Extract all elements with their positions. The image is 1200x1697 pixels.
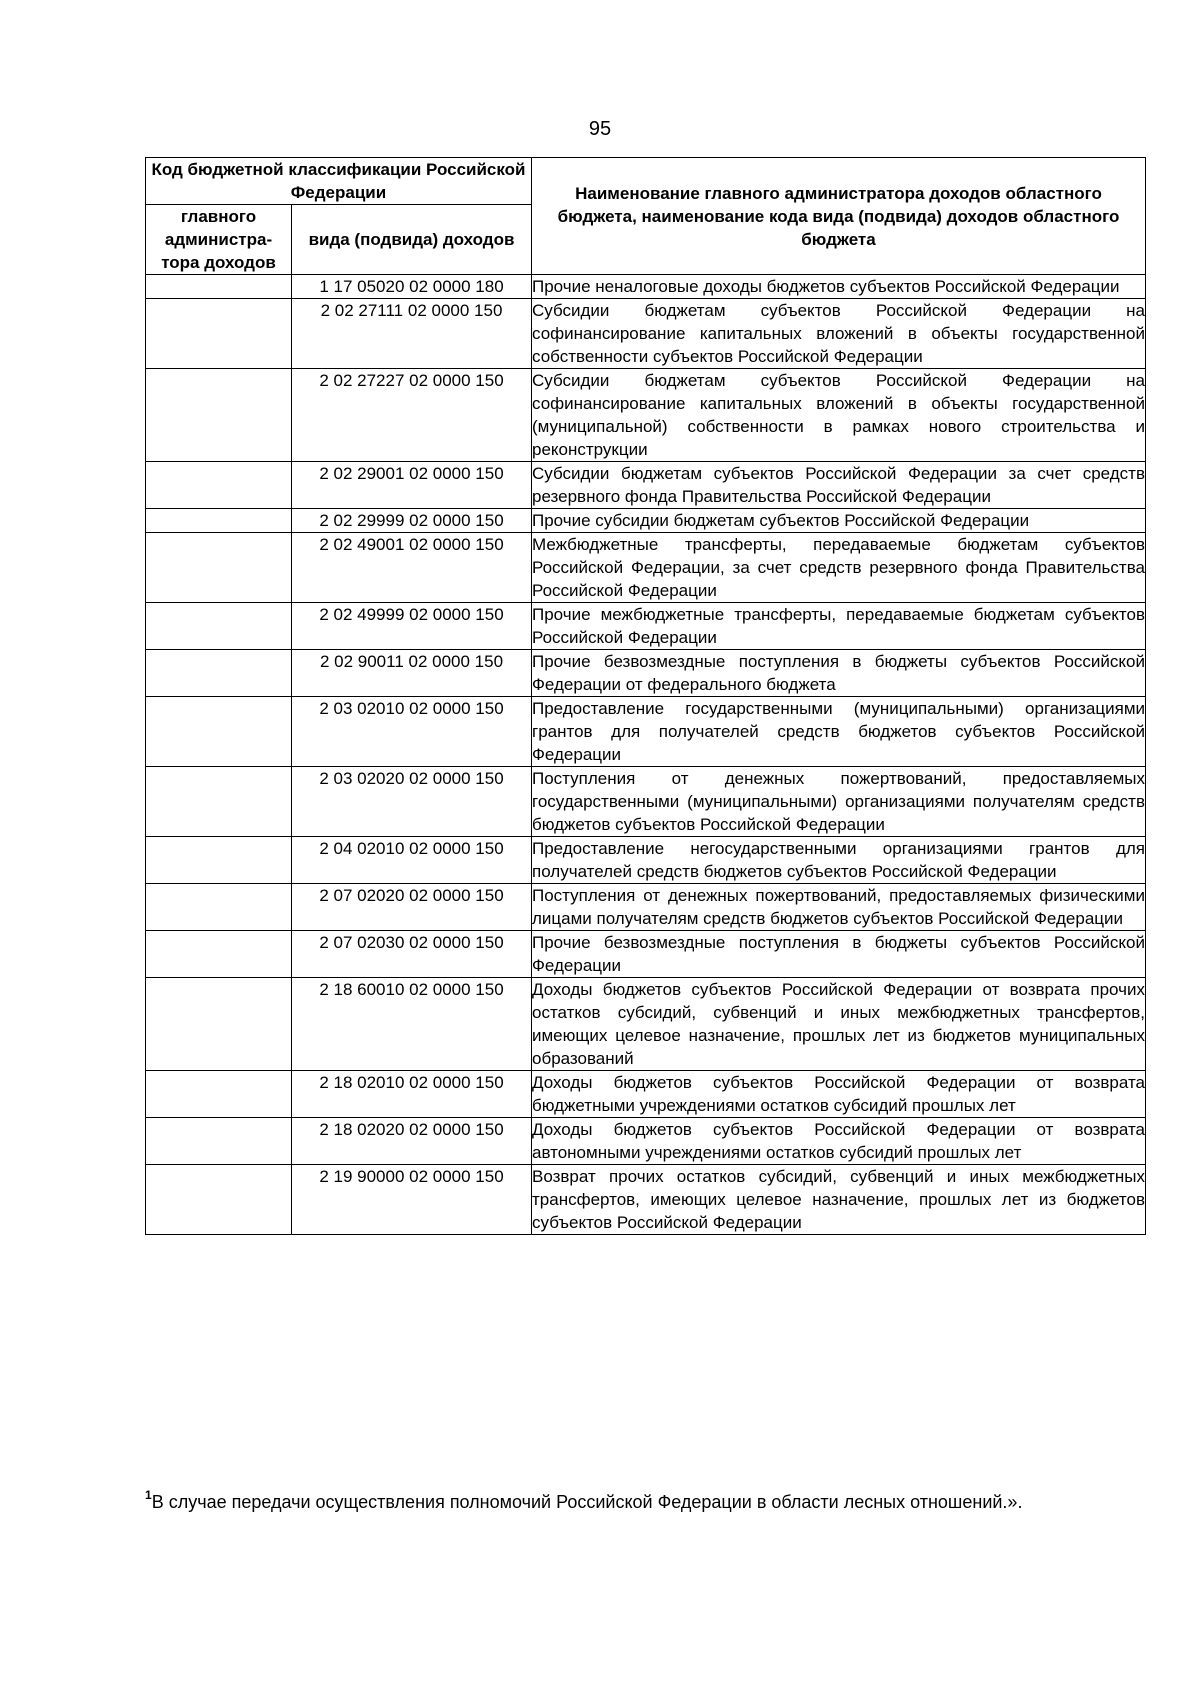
admin-code-cell [146,978,292,1071]
income-name-cell: Доходы бюджетов субъектов Российской Федерации от возврата бюджетными учреждениями остатков субсидий прошлых лет [532,1071,1146,1118]
admin-code-cell [146,1165,292,1235]
income-name-cell: Доходы бюджетов субъектов Российской Федерации от возврата прочих остатков субсидий, субвенций и иных межбюджетных трансфертов, имеющих целевое назначение, прошлых лет из бюджетов муниципальных образований [532,978,1146,1071]
table-row [146,884,1146,931]
admin-code-cell [146,931,292,978]
admin-code-cell [146,884,292,931]
admin-code-cell [146,533,292,603]
table-row [146,1071,1146,1118]
admin-code-cell [146,697,292,767]
table-header [146,158,1146,275]
income-name-cell: Предоставление негосударственными организациями грантов для получателей средств бюджетов субъектов Российской Федерации [532,837,1146,884]
income-code-cell: 2 07 02030 02 0000 150 [292,931,532,978]
admin-code-cell [146,1118,292,1165]
page-number: 95 [588,118,612,140]
income-code-cell: 2 02 27111 02 0000 150 [292,299,532,369]
admin-code-cell [146,1071,292,1118]
income-code-cell: 1 17 05020 02 0000 180 [292,275,532,299]
footnote-text: В случае передачи осуществления полномочий Российской Федерации в области лесных отношений.». [151,1492,1023,1512]
table-row [146,533,1146,603]
admin-code-cell [146,509,292,533]
admin-code-cell [146,369,292,462]
admin-code-cell [146,603,292,650]
table-body [146,275,1146,1235]
income-code-cell: 2 02 90011 02 0000 150 [292,650,532,697]
income-code-cell: 2 02 29999 02 0000 150 [292,509,532,533]
income-code-cell: 2 02 49999 02 0000 150 [292,603,532,650]
income-name-cell: Возврат прочих остатков субсидий, субвенций и иных межбюджетных трансфертов, имеющих целевое назначение, прошлых лет из бюджетов субъектов Российской Федерации [532,1165,1146,1235]
admin-code-cell [146,767,292,837]
table-row [146,697,1146,767]
table-row [146,931,1146,978]
income-code-cell: 2 18 02020 02 0000 150 [292,1118,532,1165]
income-name-cell: Субсидии бюджетам субъектов Российской Федерации на софинансирование капитальных вложений в объекты государственной собственности субъектов Российской Федерации [532,299,1146,369]
budget-classification-table [145,157,1146,1235]
income-name-cell: Субсидии бюджетам субъектов Российской Федерации на софинансирование капитальных вложений в объекты государственной (муниципальной) собственности в рамках нового строительства и реконструкции [532,369,1146,462]
admin-code-cell [146,462,292,509]
income-code-cell: 2 18 60010 02 0000 150 [292,978,532,1071]
table-row [146,299,1146,369]
income-code-cell: 2 03 02020 02 0000 150 [292,767,532,837]
income-name-cell: Прочие безвозмездные поступления в бюджеты субъектов Российской Федерации [532,931,1146,978]
income-code-cell: 2 03 02010 02 0000 150 [292,697,532,767]
admin-code-cell [146,275,292,299]
income-code-cell: 2 19 90000 02 0000 150 [292,1165,532,1235]
header-code-column: вида (подвида) доходов [292,205,532,275]
income-name-cell: Поступления от денежных пожертвований, предоставляемых государственными (муниципальными) организациями получателям средств бюджетов субъектов Российской Федерации [532,767,1146,837]
income-name-cell: Прочие субсидии бюджетам субъектов Российской Федерации [532,509,1146,533]
income-code-cell: 2 18 02010 02 0000 150 [292,1071,532,1118]
header-group-title: Код бюджетной классификации Российской Федерации [146,158,532,205]
income-code-cell: 2 02 49001 02 0000 150 [292,533,532,603]
admin-code-cell [146,299,292,369]
admin-code-cell [146,650,292,697]
header-admin-column: главного администра-тора доходов [146,205,292,275]
income-name-cell: Прочие безвозмездные поступления в бюджеты субъектов Российской Федерации от федерального бюджета [532,650,1146,697]
table-row [146,767,1146,837]
income-name-cell: Прочие неналоговые доходы бюджетов субъектов Российской Федерации [532,275,1146,299]
footnote-marker: 1 [145,1488,152,1502]
table-row [146,650,1146,697]
income-name-cell: Поступления от денежных пожертвований, предоставляемых физическими лицами получателям средств бюджетов субъектов Российской Федерации [532,884,1146,931]
income-name-cell: Межбюджетные трансферты, передаваемые бюджетам субъектов Российской Федерации, за счет средств резервного фонда Правительства Российской Федерации [532,533,1146,603]
footnote [145,1490,1022,1513]
table-row [146,509,1146,533]
income-code-cell: 2 02 27227 02 0000 150 [292,369,532,462]
table-row [146,1118,1146,1165]
table-row [146,462,1146,509]
table-row [146,603,1146,650]
income-code-cell: 2 02 29001 02 0000 150 [292,462,532,509]
income-code-cell: 2 07 02020 02 0000 150 [292,884,532,931]
income-name-cell: Доходы бюджетов субъектов Российской Федерации от возврата автономными учреждениями остатков субсидий прошлых лет [532,1118,1146,1165]
table-row [146,1165,1146,1235]
table-row [146,978,1146,1071]
table-row [146,275,1146,299]
table-row [146,837,1146,884]
income-name-cell: Прочие межбюджетные трансферты, передаваемые бюджетам субъектов Российской Федерации [532,603,1146,650]
income-code-cell: 2 04 02010 02 0000 150 [292,837,532,884]
income-name-cell: Предоставление государственными (муниципальными) организациями грантов для получателей средств бюджетов субъектов Российской Федерации [532,697,1146,767]
admin-code-cell [146,837,292,884]
table-row [146,369,1146,462]
header-name-column: Наименование главного администратора доходов областного бюджета, наименование кода вида (подвида) доходов областного бюджета [532,158,1146,275]
income-name-cell: Субсидии бюджетам субъектов Российской Федерации за счет средств резервного фонда Правительства Российской Федерации [532,462,1146,509]
